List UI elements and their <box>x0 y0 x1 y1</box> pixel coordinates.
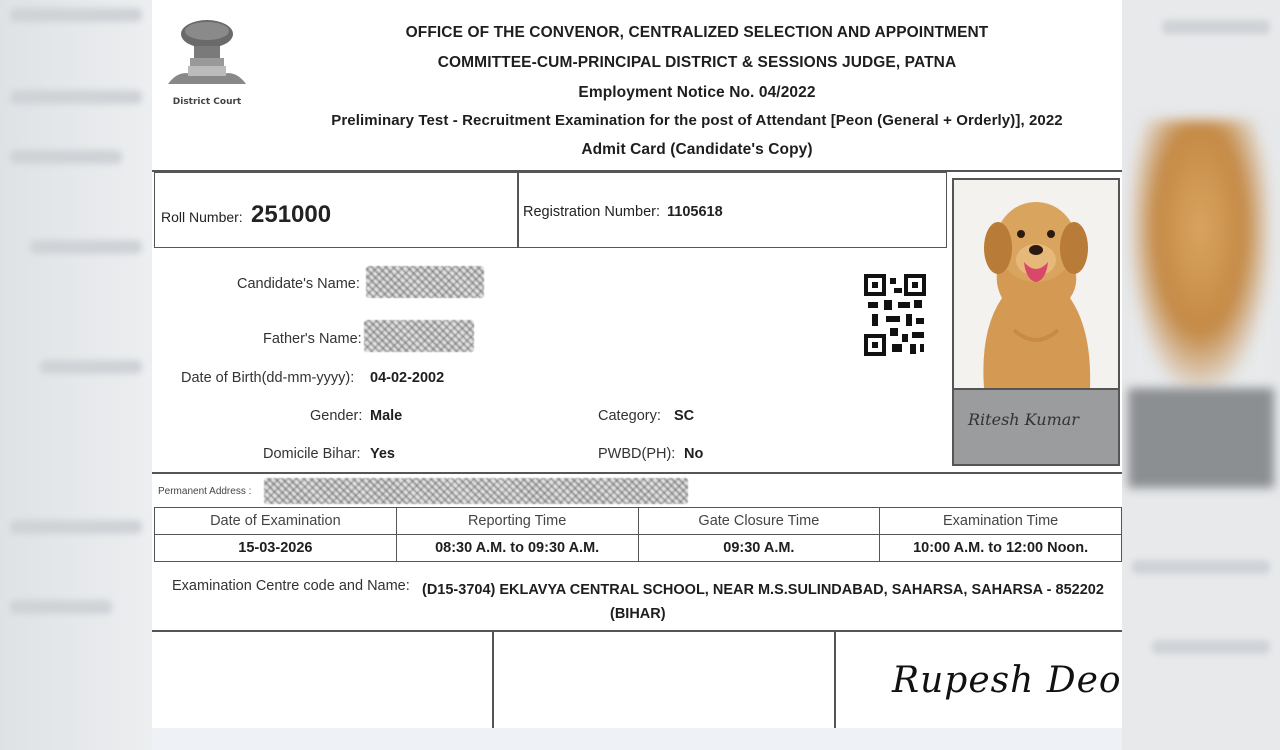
admit-card <box>152 0 1122 728</box>
candidate-signature-box <box>952 388 1120 466</box>
dog-photo-icon <box>954 180 1118 388</box>
candidate-name-label: Candidate's Name: <box>237 276 360 292</box>
pwbd-value: No <box>684 446 704 462</box>
exam-centre-line-1: (D15-3704) EKLAVYA CENTRAL SCHOOL, NEAR M.S.SULINDABAD, SAHARSA, SAHARSA - 852202 <box>422 582 1104 598</box>
domicile-value: Yes <box>370 446 395 462</box>
permanent-address-redacted <box>264 478 688 504</box>
admit-card-title: Admit Card (Candidate's Copy) <box>581 141 813 158</box>
footer-divider-1 <box>492 630 494 728</box>
examination-time: 10:00 A.M. to 12:00 Noon. <box>880 535 1122 562</box>
roll-number-value: 251000 <box>251 201 332 228</box>
header-line-2: COMMITTEE-CUM-PRINCIPAL DISTRICT & SESSIONS JUDGE, PATNA <box>437 54 957 71</box>
candidate-name-redacted <box>366 266 484 298</box>
exam-schedule-table <box>154 507 1122 562</box>
left-backdrop <box>0 0 152 750</box>
gender-label: Gender: <box>310 408 363 424</box>
right-backdrop <box>1122 0 1280 750</box>
table-row <box>155 535 1122 562</box>
table-header-cell: Date of Examination <box>155 508 397 535</box>
exam-centre-line-2: (BIHAR) <box>610 606 666 622</box>
exam-date: 15-03-2026 <box>155 535 397 562</box>
table-header-cell: Gate Closure Time <box>638 508 880 535</box>
qr-code-icon <box>864 274 926 356</box>
header-line-1: OFFICE OF THE CONVENOR, CENTRALIZED SELECTION AND APPOINTMENT <box>405 24 989 41</box>
pwbd-label: PWBD(PH): <box>598 446 676 462</box>
dob-value: 04-02-2002 <box>370 370 445 386</box>
candidate-photo <box>952 178 1120 390</box>
domicile-label: Domicile Bihar: <box>263 446 361 462</box>
father-name-redacted <box>364 320 474 352</box>
authority-signature: Rupesh Deo <box>892 660 1122 701</box>
exam-title: Preliminary Test - Recruitment Examination for the post of Attendant [Peon (General + Orderly)], 2022 <box>331 112 1063 129</box>
candidate-signature: Ritesh Kumar <box>968 410 1079 429</box>
details-divider <box>152 472 1122 474</box>
registration-number-box <box>517 172 947 248</box>
reporting-time: 08:30 A.M. to 09:30 A.M. <box>396 535 638 562</box>
footer-divider-2 <box>834 630 836 728</box>
exam-centre-value <box>422 578 1112 626</box>
roll-number-label: Roll Number: <box>161 209 243 225</box>
centre-divider <box>152 630 1122 632</box>
permanent-address-label: Permanent Address : <box>158 486 252 497</box>
registration-number-value: 1105618 <box>667 204 723 220</box>
dob-label: Date of Birth(dd-mm-yyyy): <box>181 370 355 386</box>
logo-caption: District Court <box>172 97 242 107</box>
registration-number-label: Registration Number: <box>523 204 660 220</box>
category-label: Category: <box>598 408 661 424</box>
gate-closure-time: 09:30 A.M. <box>638 535 880 562</box>
category-value: SC <box>674 408 695 424</box>
bottom-strip <box>152 728 1122 750</box>
table-header-cell: Reporting Time <box>396 508 638 535</box>
gender-value: Male <box>370 408 403 424</box>
card-header <box>152 0 1122 170</box>
father-name-label: Father's Name: <box>263 331 362 347</box>
exam-centre-label: Examination Centre code and Name: <box>172 578 410 594</box>
table-header-row <box>155 508 1122 535</box>
table-header-cell: Examination Time <box>880 508 1122 535</box>
employment-notice: Employment Notice No. 04/2022 <box>578 84 816 101</box>
roll-number-box <box>154 172 519 248</box>
